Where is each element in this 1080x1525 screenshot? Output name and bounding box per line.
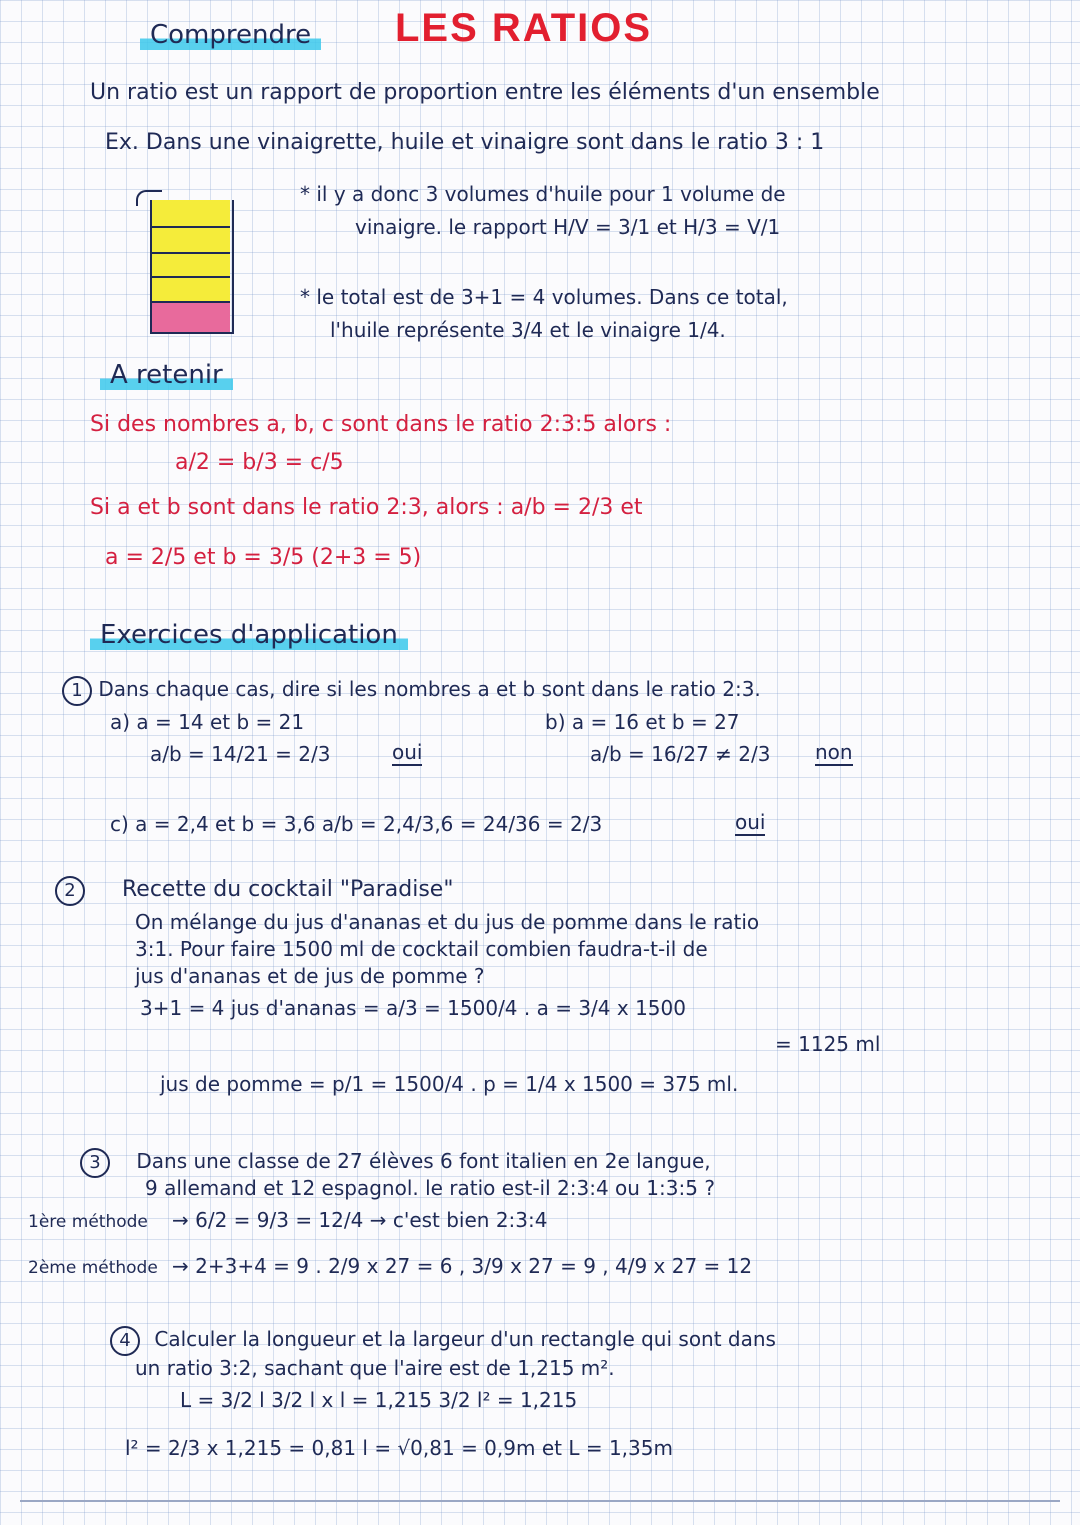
exercise-1c-calc: c) a = 2,4 et b = 3,6 a/b = 2,4/3,6 = 24/36 = 2/3 xyxy=(110,812,603,836)
exercise-2-calc-1: 3+1 = 4 jus d'ananas = a/3 = 1500/4 . a = 3/4 x 1500 xyxy=(140,996,686,1020)
exercise-1b-data: b) a = 16 et b = 27 xyxy=(545,710,740,734)
measuring-beaker-illustration xyxy=(150,190,234,335)
exercise-number: 4 xyxy=(110,1326,140,1356)
exercise-3-method-1: → 6/2 = 9/3 = 12/4 → c'est bien 2:3:4 xyxy=(172,1208,548,1232)
section-heading-comprendre xyxy=(140,20,321,50)
example-bullet-2b: l'huile représente 3/4 et le vinaigre 1/4. xyxy=(330,318,726,342)
exercise-title: Recette du cocktail "Paradise" xyxy=(122,877,454,902)
section-heading-exercices xyxy=(90,620,408,650)
retenir-rule-2: Si a et b sont dans le ratio 2:3, alors : a/b = 2/3 et xyxy=(90,495,643,520)
exercices-label: Exercices d'application xyxy=(90,620,408,650)
exercise-1b-calc: a/b = 16/27 ≠ 2/3 xyxy=(590,742,771,766)
page-title: LES RATIOS xyxy=(395,6,653,50)
exercise-1b-answer: non xyxy=(815,740,853,764)
retenir-rule-1-formula: a/2 = b/3 = c/5 xyxy=(175,450,344,475)
exercise-4-line-2: un ratio 3:2, sachant que l'aire est de 1,215 m². xyxy=(135,1356,615,1380)
exercise-3-line-1 xyxy=(80,1148,711,1178)
exercise-1a-data: a) a = 14 et b = 21 xyxy=(110,710,305,734)
exercise-2-line-1: On mélange du jus d'ananas et du jus de pomme dans le ratio xyxy=(135,910,760,934)
intro-example: Ex. Dans une vinaigrette, huile et vinaigre sont dans le ratio 3 : 1 xyxy=(105,130,825,155)
exercise-1 xyxy=(62,676,761,706)
example-bullet-2a: * le total est de 3+1 = 4 volumes. Dans ce total, xyxy=(300,285,788,309)
retenir-label: A retenir xyxy=(100,360,233,390)
retenir-rule-1: Si des nombres a, b, c sont dans le ratio 2:3:5 alors : xyxy=(90,412,672,437)
exercise-2-title xyxy=(55,876,453,906)
exercise-4-statement: Calculer la longueur et la largeur d'un rectangle qui sont dans xyxy=(154,1327,776,1351)
exercise-4-calc-2: l² = 2/3 x 1,215 = 0,81 l = √0,81 = 0,9m et L = 1,35m xyxy=(125,1436,673,1460)
exercise-3-method-2-label: 2ème méthode xyxy=(28,1258,158,1278)
exercise-2-line-2: 3:1. Pour faire 1500 ml de cocktail combien faudra-t-il de xyxy=(135,937,708,961)
exercise-2-calc-3: jus de pomme = p/1 = 1500/4 . p = 1/4 x 1500 = 375 ml. xyxy=(160,1072,739,1096)
example-bullet-1b: vinaigre. le rapport H/V = 3/1 et H/3 = V/1 xyxy=(355,215,781,239)
exercise-4-calc-1: L = 3/2 l 3/2 l x l = 1,215 3/2 l² = 1,215 xyxy=(180,1388,578,1412)
exercise-3-statement: Dans une classe de 27 élèves 6 font italien en 2e langue, xyxy=(136,1149,711,1173)
comprendre-label: Comprendre xyxy=(140,20,321,50)
exercise-3-method-2: → 2+3+4 = 9 . 2/9 x 27 = 6 , 3/9 x 27 = 9 , 4/9 x 27 = 12 xyxy=(172,1254,753,1278)
exercise-3-line-2: 9 allemand et 12 espagnol. le ratio est-il 2:3:4 ou 1:3:5 ? xyxy=(145,1176,715,1200)
exercise-1a-answer: oui xyxy=(392,740,423,764)
exercise-1c-answer: oui xyxy=(735,810,766,834)
exercise-number: 2 xyxy=(55,876,85,906)
exercise-3-method-1-label: 1ère méthode xyxy=(28,1212,148,1232)
page-bottom-divider xyxy=(20,1500,1060,1502)
exercise-2-calc-2: = 1125 ml xyxy=(775,1032,881,1056)
intro-definition: Un ratio est un rapport de proportion entre les éléments d'un ensemble xyxy=(90,80,880,105)
example-bullet-1a: * il y a donc 3 volumes d'huile pour 1 volume de xyxy=(300,182,786,206)
section-heading-retenir xyxy=(100,360,233,390)
exercise-4-line-1 xyxy=(110,1326,776,1356)
exercise-number: 1 xyxy=(62,676,92,706)
exercise-statement: Dans chaque cas, dire si les nombres a et b sont dans le ratio 2:3. xyxy=(98,677,761,701)
retenir-rule-2-formula: a = 2/5 et b = 3/5 (2+3 = 5) xyxy=(105,545,422,570)
exercise-2-line-3: jus d'ananas et de jus de pomme ? xyxy=(135,964,485,988)
exercise-1a-calc: a/b = 14/21 = 2/3 xyxy=(150,742,331,766)
exercise-number: 3 xyxy=(80,1148,110,1178)
